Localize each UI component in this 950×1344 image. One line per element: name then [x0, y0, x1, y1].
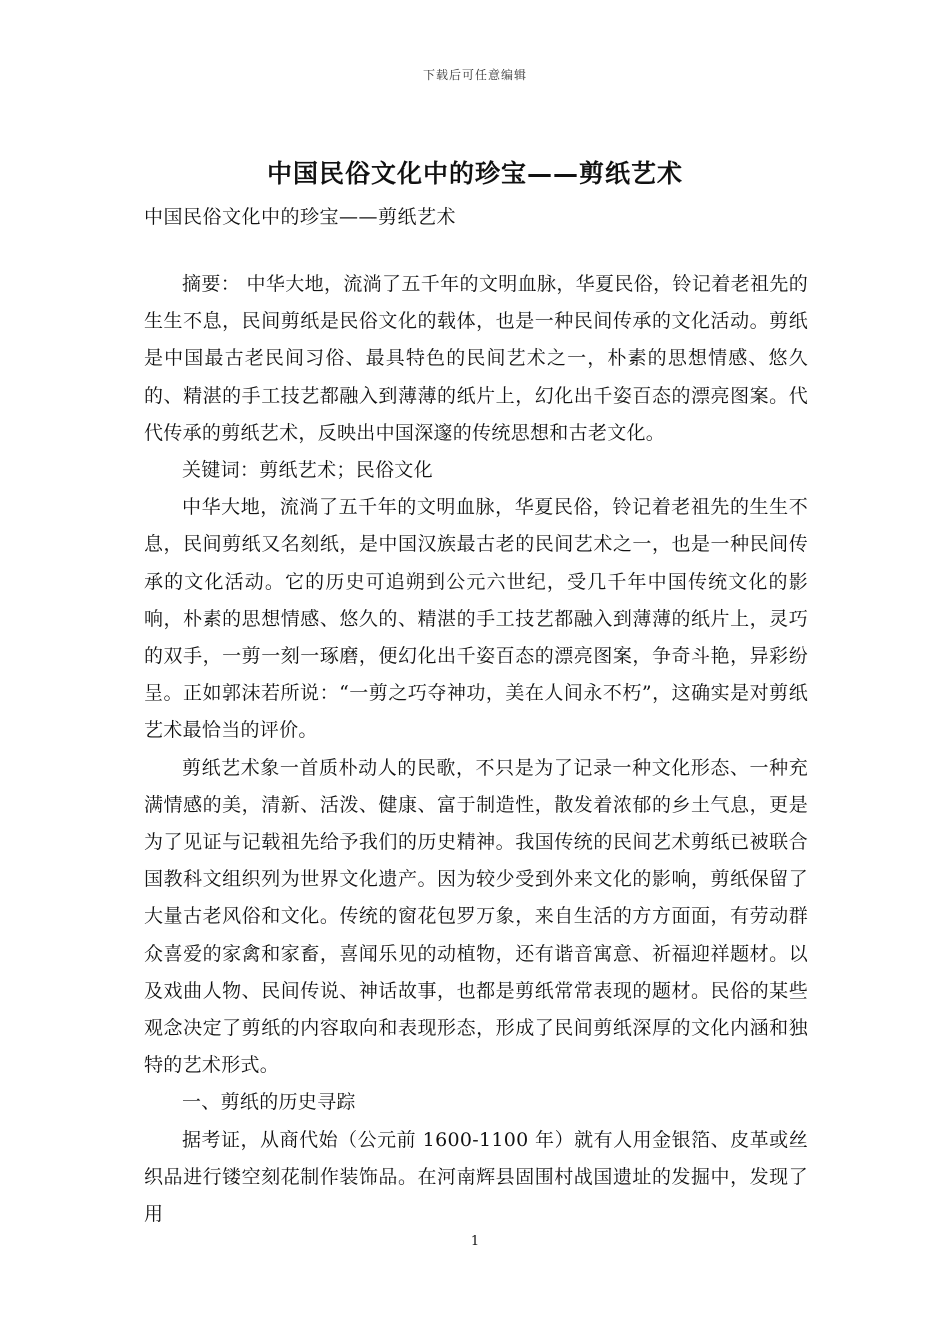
document-subtitle: 中国民俗文化中的珍宝——剪纸艺术 — [144, 206, 457, 228]
document-body — [144, 266, 808, 1233]
keywords-paragraph: 关键词：剪纸艺术；民俗文化 — [182, 459, 433, 482]
page-header-note: 下载后可任意编辑 — [422, 68, 527, 82]
section-heading: 一、剪纸的历史寻踪 — [182, 1091, 356, 1114]
page-number: 1 — [470, 1234, 480, 1249]
intro-paragraph: 中华大地，流淌了五千年的文明血脉，华夏民俗，铃记着老祖先的生生不息，民间剪纸又名刻纸，是中国汉族最古老的民间艺术之一，也是一种民间传承的文化活动。它的历史可追朔到公元六世纪，受几千年中国传统文化的影响，朴素的思想情感、悠久的、精湛的手工技艺都融入到薄薄的纸片上，灵巧的双手，一剪一刻一琢磨，便幻化出千姿百态的漂亮图案，争奇斗艳，异彩纷呈。正如郭沫若所说：“一剪之巧夺神功，美在人间永不朽”，这确实是对剪纸艺术最恰当的评价。 — [144, 496, 808, 742]
body-paragraph: 据考证，从商代始（公元前 1600-1100 年）就有人用金银箔、皮革或丝织品进行镂空刻花制作装饰品。在河南辉县固围村战国遗址的发掘中，发现了用 — [144, 1128, 808, 1226]
abstract-paragraph: 摘要： 中华大地，流淌了五千年的文明血脉，华夏民俗，铃记着老祖先的生生不息，民间剪纸是民俗文化的载体，也是一种民间传承的文化活动。剪纸是中国最古老民间习俗、最具特色的民间艺术之一，朴素的思想情感、悠久的、精湛的手工技艺都融入到薄薄的纸片上，幻化出千姿百态的漂亮图案。代代传承的剪纸艺术，反映出中国深邃的传统思想和古老文化。 — [144, 273, 808, 444]
body-paragraph: 剪纸艺术象一首质朴动人的民歌，不只是为了记录一种文化形态、一种充满情感的美，清新、活泼、健康、富于制造性，散发着浓郁的乡土气息，更是为了见证与记载祖先给予我们的历史精神。我国传统的民间艺术剪纸已被联合国教科文组织列为世界文化遗产。因为较少受到外来文化的影响，剪纸保留了大量古老风俗和文化。传统的窗花包罗万象，来自生活的方方面面，有劳动群众喜爱的家禽和家畜，喜闻乐见的动植物，还有谐音寓意、祈福迎祥题材。以及戏曲人物、民间传说、神话故事，也都是剪纸常常表现的题材。民俗的某些观念决定了剪纸的内容取向和表现形态，形成了民间剪纸深厚的文化内涵和独特的艺术形式。 — [144, 756, 808, 1077]
document-title: 中国民俗文化中的珍宝——剪纸艺术 — [266, 159, 683, 188]
